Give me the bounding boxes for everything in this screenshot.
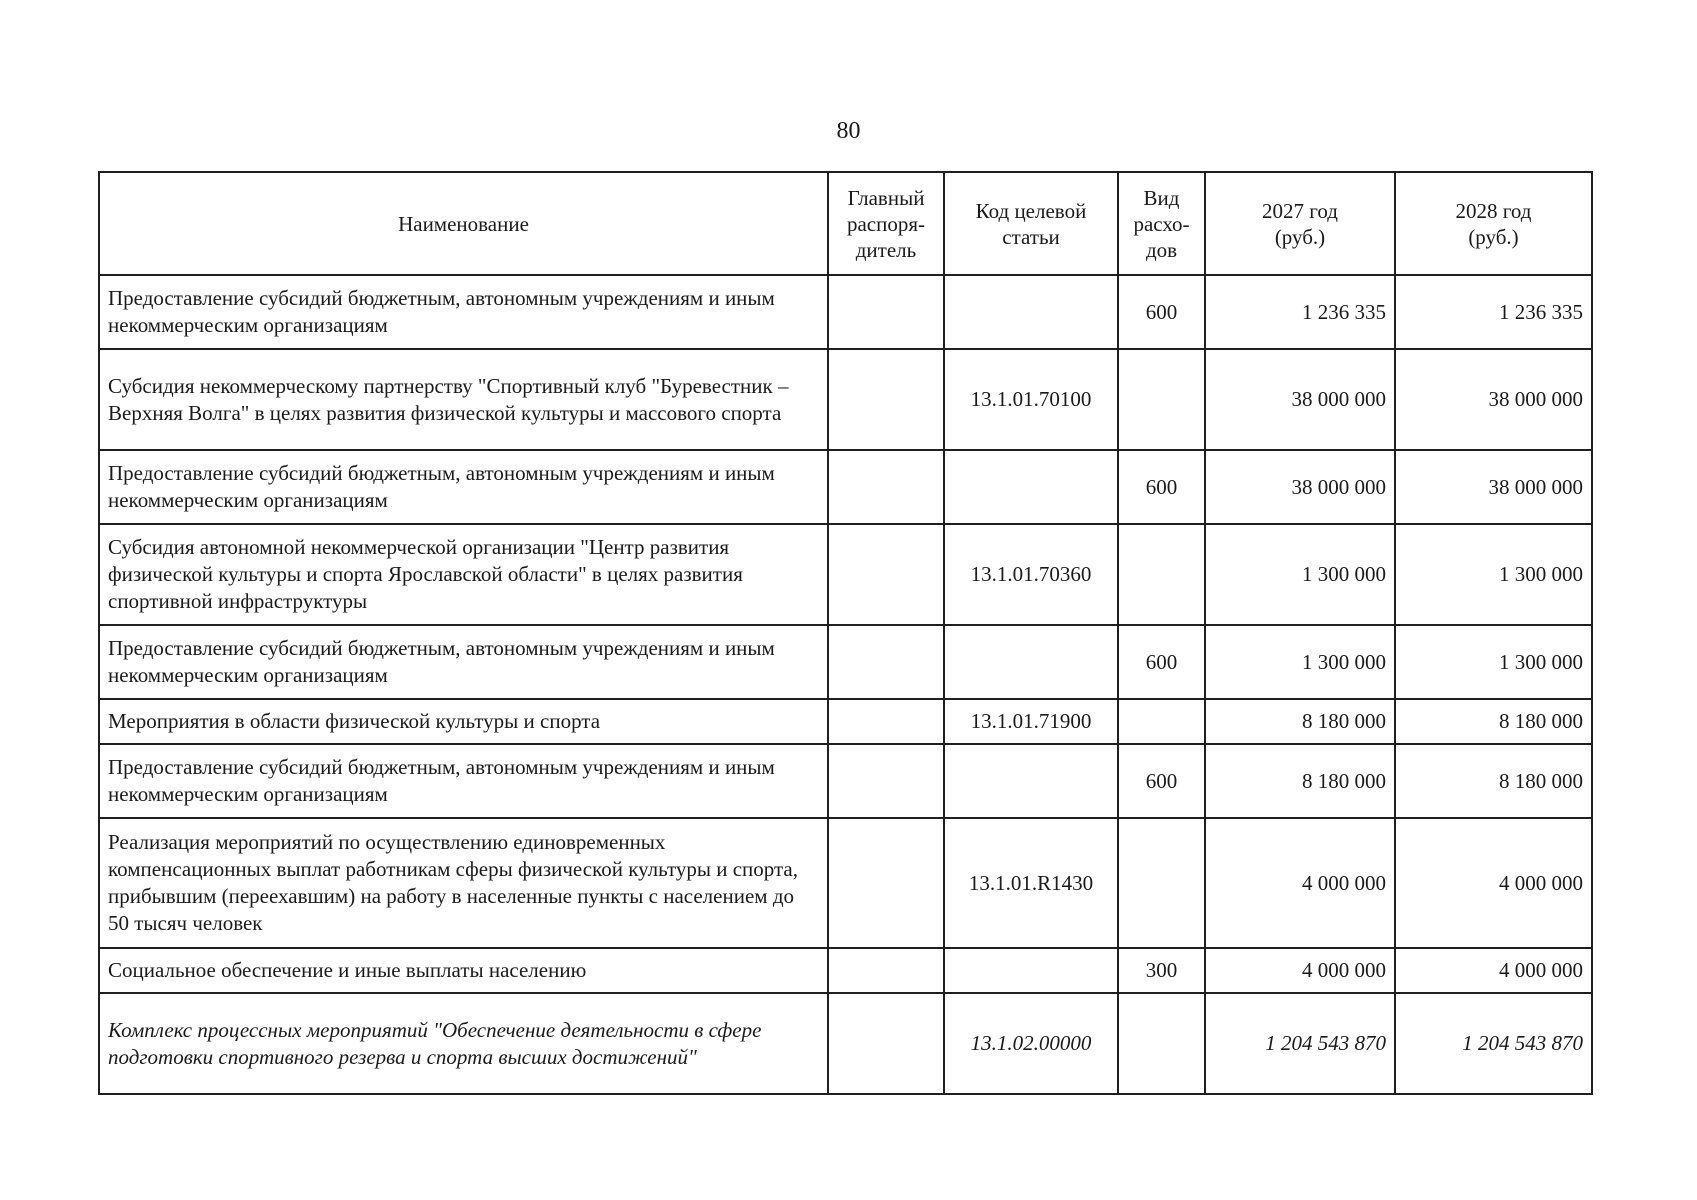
budget-table bbox=[98, 171, 1593, 1095]
table-row bbox=[99, 625, 1592, 699]
row-2028: 1 300 000 bbox=[1395, 625, 1592, 699]
row-2028: 8 180 000 bbox=[1395, 699, 1592, 744]
row-2028: 4 000 000 bbox=[1395, 818, 1592, 948]
table-row bbox=[99, 993, 1592, 1094]
row-name: Комплекс процессных мероприятий "Обеспечение деятельности в сфере подготовки спортивного резерва и спорта высших достижений" bbox=[99, 993, 828, 1094]
row-code: 13.1.01.R1430 bbox=[944, 818, 1118, 948]
row-kind bbox=[1118, 524, 1205, 625]
row-2027: 1 300 000 bbox=[1205, 625, 1395, 699]
row-manager bbox=[828, 993, 944, 1094]
row-manager bbox=[828, 699, 944, 744]
header-2027: 2027 год (руб.) bbox=[1205, 172, 1395, 275]
row-name: Социальное обеспечение и иные выплаты населению bbox=[99, 948, 828, 993]
page-number: 80 bbox=[836, 118, 861, 144]
row-2027: 38 000 000 bbox=[1205, 450, 1395, 524]
row-2027: 38 000 000 bbox=[1205, 349, 1395, 450]
table-row bbox=[99, 744, 1592, 818]
row-2028: 4 000 000 bbox=[1395, 948, 1592, 993]
table-row bbox=[99, 275, 1592, 349]
row-name: Мероприятия в области физической культуры и спорта bbox=[99, 699, 828, 744]
row-manager bbox=[828, 275, 944, 349]
row-manager bbox=[828, 450, 944, 524]
row-manager bbox=[828, 948, 944, 993]
row-kind: 600 bbox=[1118, 275, 1205, 349]
header-manager: Главный распоря- дитель bbox=[828, 172, 944, 275]
row-kind bbox=[1118, 699, 1205, 744]
row-name: Предоставление субсидий бюджетным, автономным учреждениям и иным некоммерческим организациям bbox=[99, 744, 828, 818]
row-code: 13.1.01.70100 bbox=[944, 349, 1118, 450]
row-manager bbox=[828, 349, 944, 450]
row-2028: 1 204 543 870 bbox=[1395, 993, 1592, 1094]
table-header-row bbox=[99, 172, 1592, 275]
row-manager bbox=[828, 625, 944, 699]
row-kind: 300 bbox=[1118, 948, 1205, 993]
row-code bbox=[944, 744, 1118, 818]
header-code: Код целевой статьи bbox=[944, 172, 1118, 275]
row-kind bbox=[1118, 993, 1205, 1094]
row-2027: 8 180 000 bbox=[1205, 744, 1395, 818]
table-row bbox=[99, 524, 1592, 625]
row-code: 13.1.01.70360 bbox=[944, 524, 1118, 625]
row-manager bbox=[828, 524, 944, 625]
row-2027: 1 204 543 870 bbox=[1205, 993, 1395, 1094]
row-code bbox=[944, 450, 1118, 524]
row-kind: 600 bbox=[1118, 625, 1205, 699]
row-2028: 38 000 000 bbox=[1395, 450, 1592, 524]
row-2028: 8 180 000 bbox=[1395, 744, 1592, 818]
row-kind: 600 bbox=[1118, 450, 1205, 524]
header-kind: Вид расхо- дов bbox=[1118, 172, 1205, 275]
row-2027: 1 300 000 bbox=[1205, 524, 1395, 625]
table-row bbox=[99, 948, 1592, 993]
row-manager bbox=[828, 818, 944, 948]
table-row bbox=[99, 450, 1592, 524]
row-name: Предоставление субсидий бюджетным, автономным учреждениям и иным некоммерческим организациям bbox=[99, 450, 828, 524]
row-name: Реализация мероприятий по осуществлению единовременных компенсационных выплат работникам сферы физической культуры и спорта, прибывшим (переехавшим) на работу в населенные пункты с населением до 50 тысяч человек bbox=[99, 818, 828, 948]
row-name: Субсидия автономной некоммерческой организации "Центр развития физической культуры и спорта Ярославской области" в целях развития спортивной инфраструктуры bbox=[99, 524, 828, 625]
row-kind bbox=[1118, 818, 1205, 948]
row-2028: 1 236 335 bbox=[1395, 275, 1592, 349]
row-code: 13.1.02.00000 bbox=[944, 993, 1118, 1094]
header-name: Наименование bbox=[99, 172, 828, 275]
row-2027: 1 236 335 bbox=[1205, 275, 1395, 349]
table-row bbox=[99, 699, 1592, 744]
row-name: Субсидия некоммерческому партнерству "Спортивный клуб "Буревестник – Верхняя Волга" в целях развития физической культуры и массового спорта bbox=[99, 349, 828, 450]
header-2028: 2028 год (руб.) bbox=[1395, 172, 1592, 275]
row-manager bbox=[828, 744, 944, 818]
row-2027: 4 000 000 bbox=[1205, 948, 1395, 993]
table-row bbox=[99, 349, 1592, 450]
row-name: Предоставление субсидий бюджетным, автономным учреждениям и иным некоммерческим организациям bbox=[99, 625, 828, 699]
row-2028: 1 300 000 bbox=[1395, 524, 1592, 625]
row-code bbox=[944, 948, 1118, 993]
table-row bbox=[99, 818, 1592, 948]
row-2027: 8 180 000 bbox=[1205, 699, 1395, 744]
row-code: 13.1.01.71900 bbox=[944, 699, 1118, 744]
row-code bbox=[944, 625, 1118, 699]
row-2028: 38 000 000 bbox=[1395, 349, 1592, 450]
row-kind: 600 bbox=[1118, 744, 1205, 818]
row-code bbox=[944, 275, 1118, 349]
row-2027: 4 000 000 bbox=[1205, 818, 1395, 948]
row-kind bbox=[1118, 349, 1205, 450]
row-name: Предоставление субсидий бюджетным, автономным учреждениям и иным некоммерческим организациям bbox=[99, 275, 828, 349]
